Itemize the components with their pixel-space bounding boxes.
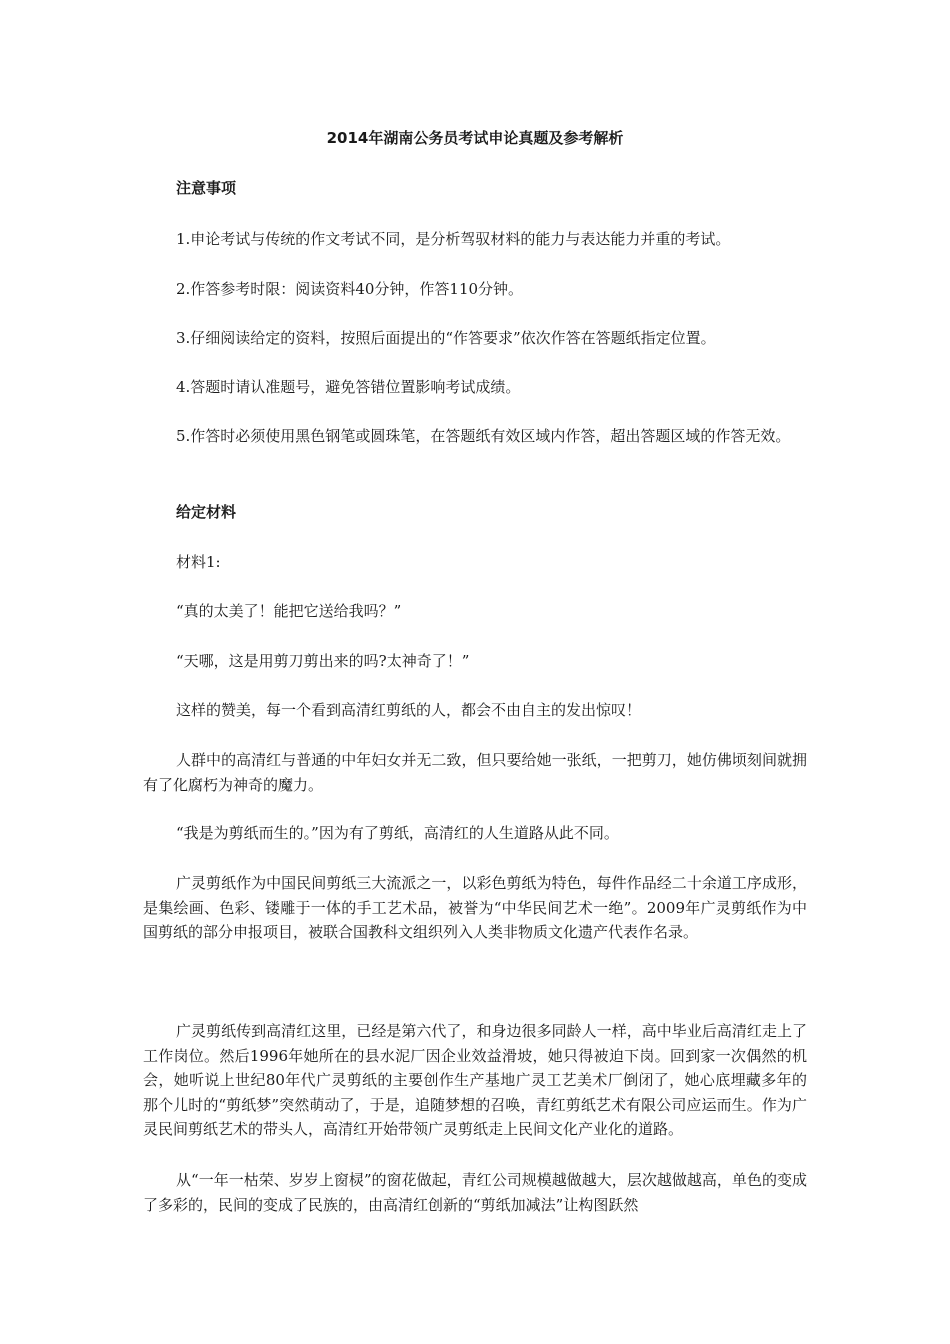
material-paragraph-5: “我是为剪纸而生的。”因为有了剪纸，高清红的人生道路从此不同。 — [176, 824, 619, 842]
material-paragraph-4: 人群中的高清红与普通的中年妇女并无二致，但只要给她一张纸，一把剪刀，她仿佛顷刻间就拥有了化腐朽为神奇的魔力。 — [143, 751, 807, 794]
document-title: 2014年湖南公务员考试申论真题及参考解析 — [326, 129, 624, 147]
material-paragraph-6: 广灵剪纸作为中国民间剪纸三大流派之一，以彩色剪纸为特色，每件作品经二十余道工序成形，是集绘画、色彩、镂雕于一体的手工艺术品，被誉为“中华民间艺术一绝”。2009年广灵剪纸作为中国剪纸的部分申报项目，被联合国教科文组织列入人类非物质文化遗产代表作名录。 — [143, 874, 807, 941]
material-paragraph-8: 从“一年一枯荣、岁岁上窗棂”的窗花做起，青红公司规模越做越大，层次越做越高，单色的变成了多彩的，民间的变成了民族的，由高清红创新的“剪纸加减法”让构图跃然 — [143, 1171, 807, 1214]
notice-item-4: 4.答题时请认准题号，避免答错位置影响考试成绩。 — [176, 378, 521, 396]
material-paragraph-1: “真的太美了！能把它送给我吗？” — [176, 602, 402, 620]
materials-heading: 给定材料 — [176, 503, 237, 521]
material-label: 材料1: — [176, 553, 221, 571]
notice-item-5: 5.作答时必须使用黑色钢笔或圆珠笔，在答题纸有效区域内作答，超出答题区域的作答无效。 — [176, 427, 791, 445]
notice-item-1: 1.申论考试与传统的作文考试不同，是分析驾驭材料的能力与表达能力并重的考试。 — [176, 230, 731, 248]
material-paragraph-2: “天哪，这是用剪刀剪出来的吗?太神奇了！” — [176, 652, 470, 670]
material-paragraph-7: 广灵剪纸传到高清红这里，已经是第六代了，和身边很多同龄人一样，高中毕业后高清红走上了工作岗位。然后1996年她所在的县水泥厂因企业效益滑坡，她只得被迫下岗。回到家一次偶然的机会，她听说上世纪80年代广灵剪纸的主要创作生产基地广灵工艺美术厂倒闭了，她心底埋藏多年的那个儿时的“剪纸梦”突然萌动了，于是，追随梦想的召唤，青红剪纸艺术有限公司应运而生。作为广灵民间剪纸艺术的带头人，高清红开始带领广灵剪纸走上民间文化产业化的道路。 — [143, 1022, 807, 1138]
material-paragraph-3: 这样的赞美，每一个看到高清红剪纸的人，都会不由自主的发出惊叹！ — [176, 701, 642, 719]
notice-item-3: 3.仔细阅读给定的资料，按照后面提出的“作答要求”依次作答在答题纸指定位置。 — [176, 329, 716, 347]
notice-heading: 注意事项 — [176, 179, 237, 197]
notice-item-2: 2.作答参考时限：阅读资料40分钟，作答110分钟。 — [176, 280, 524, 298]
